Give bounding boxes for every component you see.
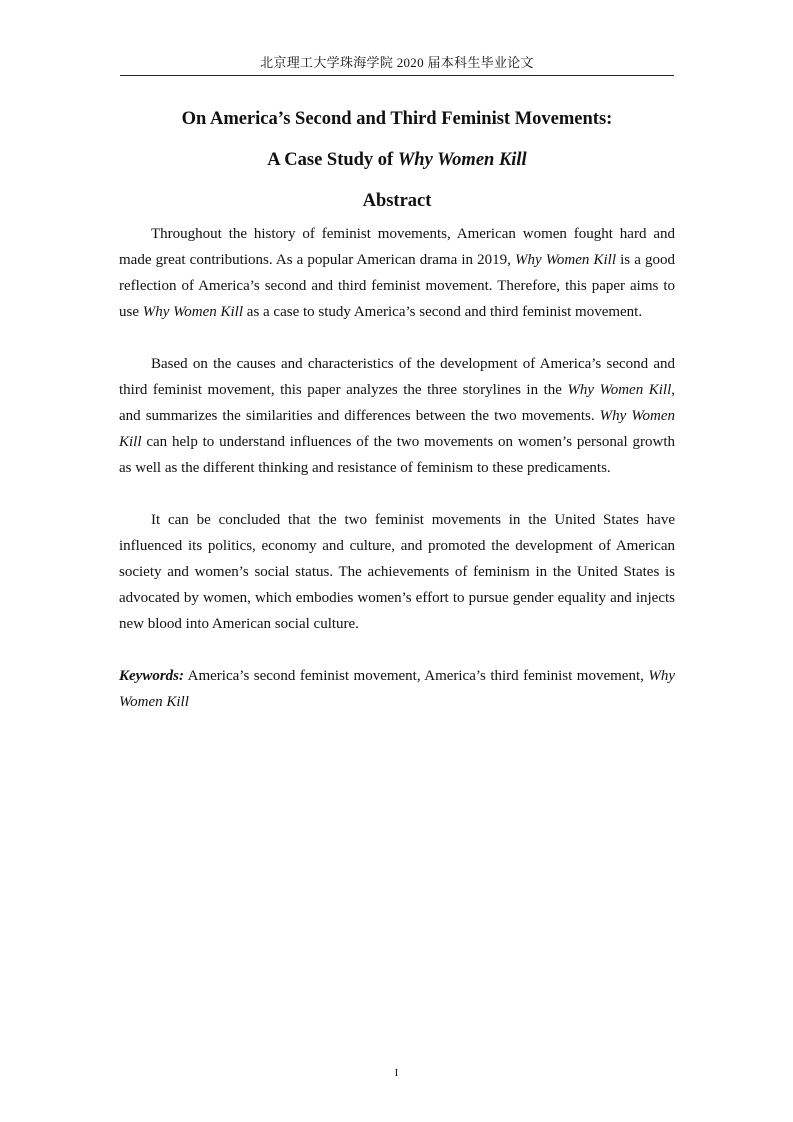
paragraph-text: Based on the causes and characteristics of the development of America’s second and third feminist movement, this paper analyzes the three storylines in the xyxy=(119,356,675,398)
abstract-paragraph-3: It can be concluded that the two feminist movements in the United States have influenced its politics, economy and culture, and promoted the development of American society and women’s social status. The achievements of feminism in the United States is advocated by women, which embodies women’s effort to pursue gender equality and injects new blood into American social culture. xyxy=(119,512,675,632)
header-divider xyxy=(120,75,674,76)
paragraph-text: can help to understand influences of the two movements on women’s personal growth as well as the different thinking and resistance of feminism to these predicaments. xyxy=(119,434,675,476)
show-title: Why Women Kill xyxy=(567,382,672,398)
paragraph-text: , and summarizes the similarities and differences between the two movements. xyxy=(119,382,675,424)
keywords-list: America’s second feminist movement, America’s third feminist movement, xyxy=(184,668,649,684)
paper-title: On America’s Second and Third Feminist Movements: xyxy=(181,109,613,129)
paragraph-text: Throughout the history of feminist movements, American women fought hard and made great contributions. As a popular American drama in 2019, xyxy=(119,226,675,268)
subtitle-show-title: Why Women Kill xyxy=(397,150,527,170)
keywords-label: Keywords: xyxy=(119,668,184,684)
abstract-paragraph-2 xyxy=(119,351,675,481)
show-title: Why Women Kill xyxy=(142,304,244,320)
show-title: Why Women Kill xyxy=(119,408,675,450)
keywords xyxy=(119,663,675,715)
abstract-heading: Abstract xyxy=(362,191,432,211)
paper-subtitle xyxy=(100,148,694,172)
page-header: 北京理工大学珠海学院 2020 届本科生毕业论文 xyxy=(260,55,534,70)
paragraph-text: as a case to study America’s second and third feminist movement. xyxy=(243,304,643,320)
paragraph-text: is a good reflection of America’s second and third feminist movement. Therefore, this paper aims to use xyxy=(119,252,675,320)
subtitle-prefix: A Case Study of xyxy=(267,150,398,170)
abstract-paragraph-1 xyxy=(119,221,675,325)
keywords-show-title: Why Women Kill xyxy=(119,668,675,710)
show-title: Why Women Kill xyxy=(515,252,616,268)
page-number: I xyxy=(394,1067,399,1079)
